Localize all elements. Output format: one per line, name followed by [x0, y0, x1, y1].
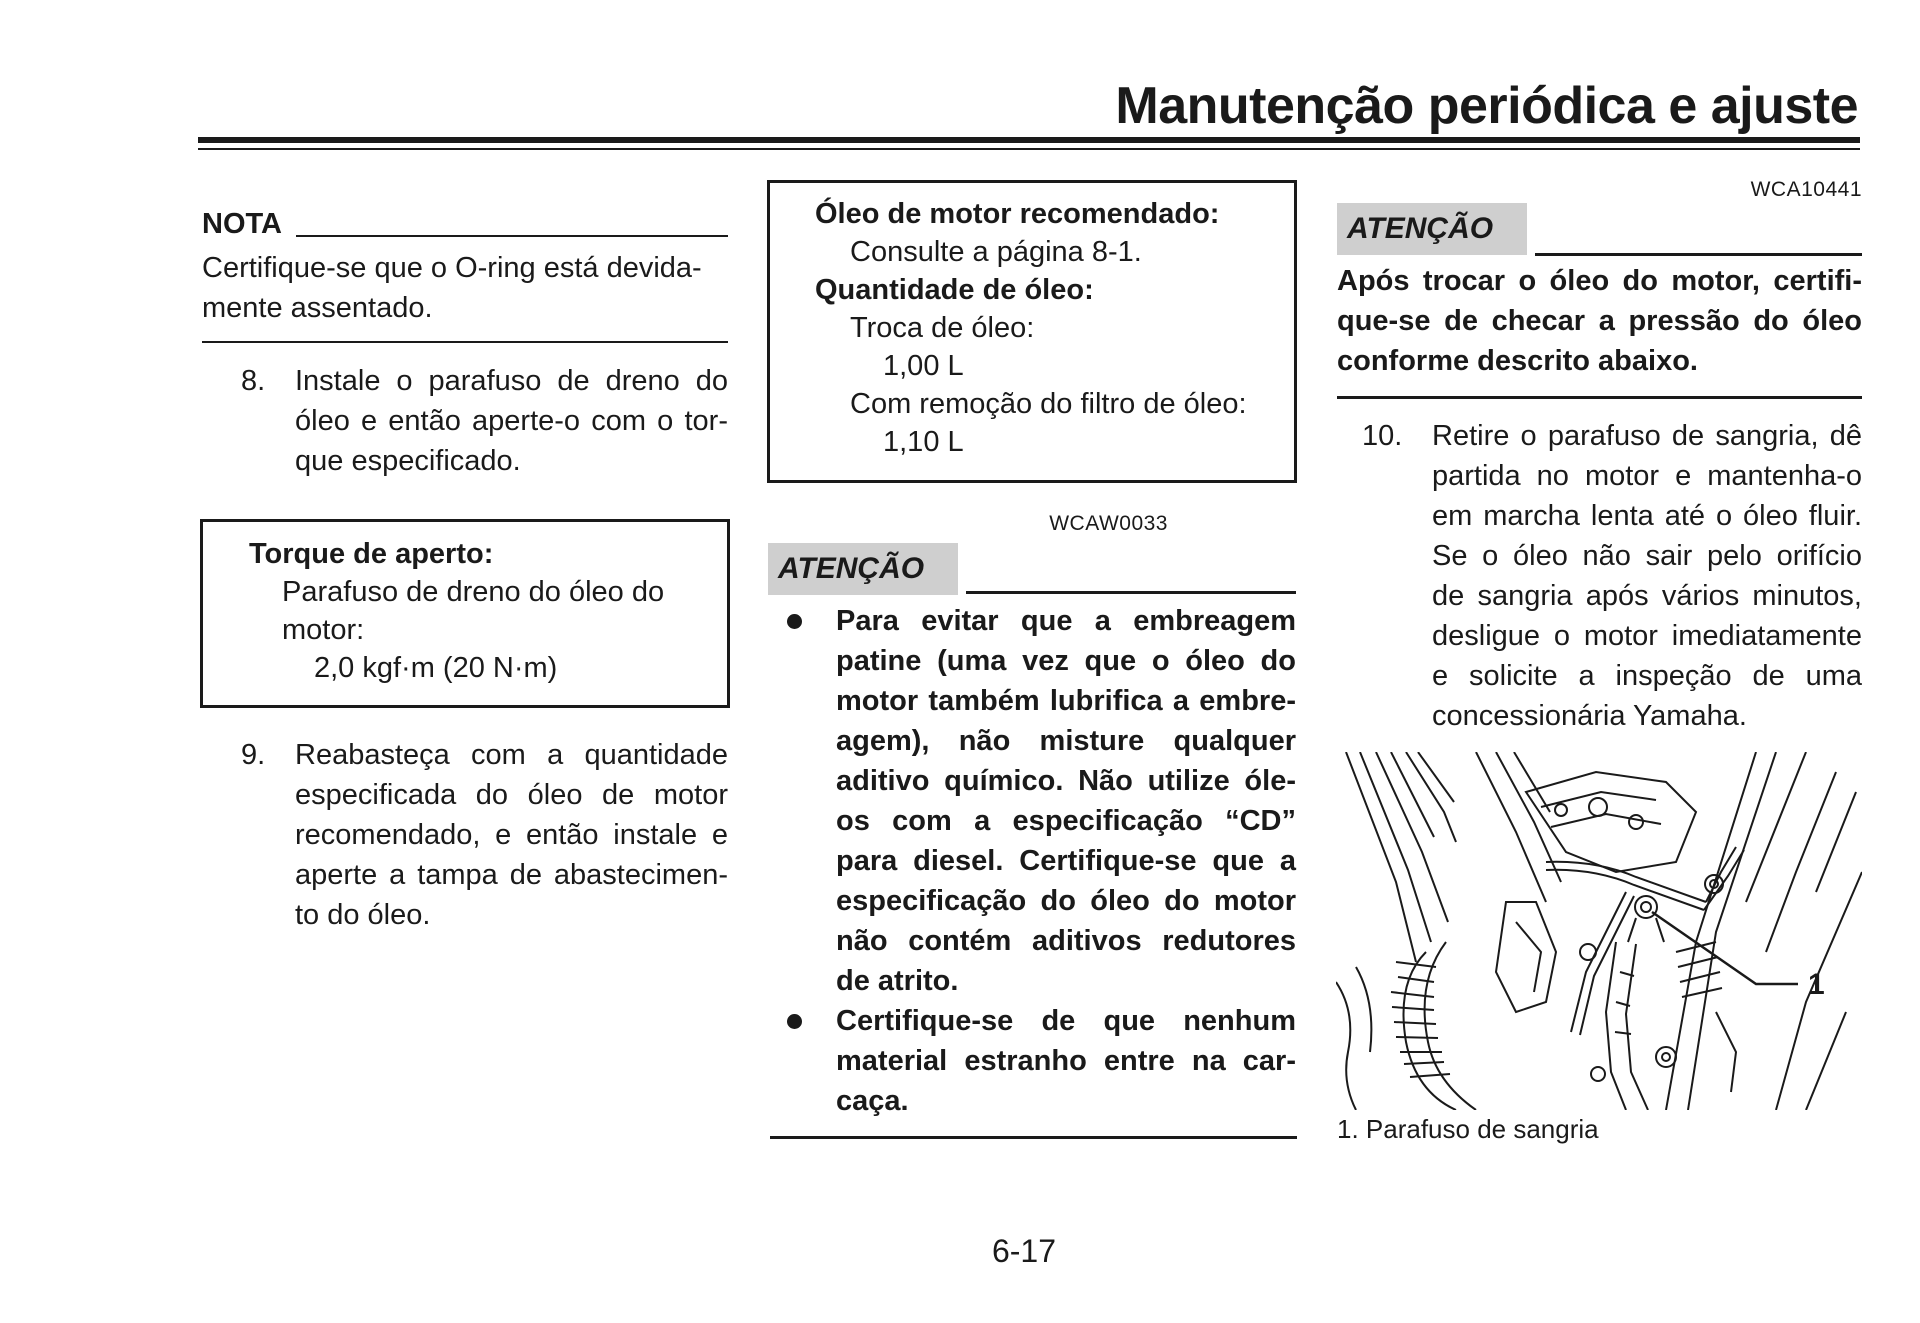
header-rule-thin — [198, 148, 1860, 150]
nota-text: Certifique-se que o O-ring está devida-mente assentado. — [202, 252, 702, 324]
oil-recommended-ref: Consulte a página 8-1. — [850, 236, 1142, 268]
page-title: Manutenção periódica e ajuste — [1115, 77, 1858, 135]
warning-code: WCAW0033 — [1049, 512, 1168, 535]
bullet-dot-icon — [787, 614, 802, 629]
step-8-number: 8. — [241, 365, 266, 397]
torque-value: 2,0 kgf·m (20 N·m) — [314, 652, 558, 684]
engine-illustration-svg — [1336, 752, 1862, 1110]
figure-caption: 1. Parafuso de sangria — [1337, 1114, 1599, 1144]
torque-item: Parafuso de dreno do óleo do motor: — [282, 576, 665, 646]
step-10-text: Retire o parafuso de sangria, dê partida no motor e mantenha-o em marcha lenta até o óleo fluir. Se o óleo não sair pelo orifício de sangria após vários minutos, desligue o motor imediatamente e solicite a inspeção de uma concessionária Yamaha. — [1432, 420, 1862, 732]
engine-bleed-bolt-illustration — [1336, 752, 1862, 1110]
torque-title: Torque de aperto: — [249, 538, 494, 570]
warning-rule — [966, 591, 1296, 594]
figure-callout-number: 1 — [1808, 968, 1825, 1001]
warning-right-text: Após trocar o óleo do motor, certifi-que-se de checar a pressão do óleo conforme descrito abaixo. — [1337, 265, 1862, 377]
warning-end-rule — [770, 1136, 1297, 1139]
oil-change-value: 1,00 L — [883, 350, 964, 382]
torque-spec-box — [200, 519, 730, 708]
warning-label: ATENÇÃO — [1337, 203, 1527, 255]
oil-quantity-title: Quantidade de óleo: — [815, 274, 1094, 306]
warning-bullet-1: Para evitar que a embreagem patine (uma vez que o óleo do motor também lubrifica a embre-agem), não misture qualquer aditivo químico. Não utilize óle-os com a especificação “CD” para diesel. Certifique-se que a especificação do óleo do motor não contém aditivos redutores de atrito. — [836, 605, 1296, 997]
step-8-text: Instale o parafuso de dreno do óleo e então aperte-o com o tor-que especificado. — [295, 365, 728, 477]
step-9-text: Reabasteça com a quantidade especificada do óleo de motor recomendado, e então instale e aperte a tampa de abastecimen-to do óleo. — [295, 739, 728, 931]
nota-rule — [296, 235, 728, 237]
nota-end-rule — [202, 341, 728, 343]
warning-code: WCA10441 — [1750, 178, 1862, 201]
page-number: 6-17 — [991, 1233, 1057, 1269]
oil-recommended-title: Óleo de motor recomendado: — [815, 198, 1220, 230]
bullet-dot-icon — [787, 1014, 802, 1029]
oil-change-label: Troca de óleo: — [850, 312, 1035, 344]
oil-filter-label: Com remoção do filtro de óleo: — [850, 388, 1247, 420]
warning-label: ATENÇÃO — [768, 543, 958, 595]
step-9-number: 9. — [241, 739, 266, 771]
nota-label: NOTA — [202, 208, 283, 240]
warning-rule — [1535, 253, 1862, 256]
warning-end-rule — [1337, 396, 1862, 399]
warning-bullet-2: Certifique-se de que nenhum material estranho entre na car-caça. — [836, 1005, 1296, 1117]
header-rule-thick — [198, 137, 1860, 143]
oil-filter-value: 1,10 L — [883, 426, 964, 458]
step-10-number: 10. — [1362, 420, 1403, 452]
oil-spec-box — [767, 180, 1297, 483]
